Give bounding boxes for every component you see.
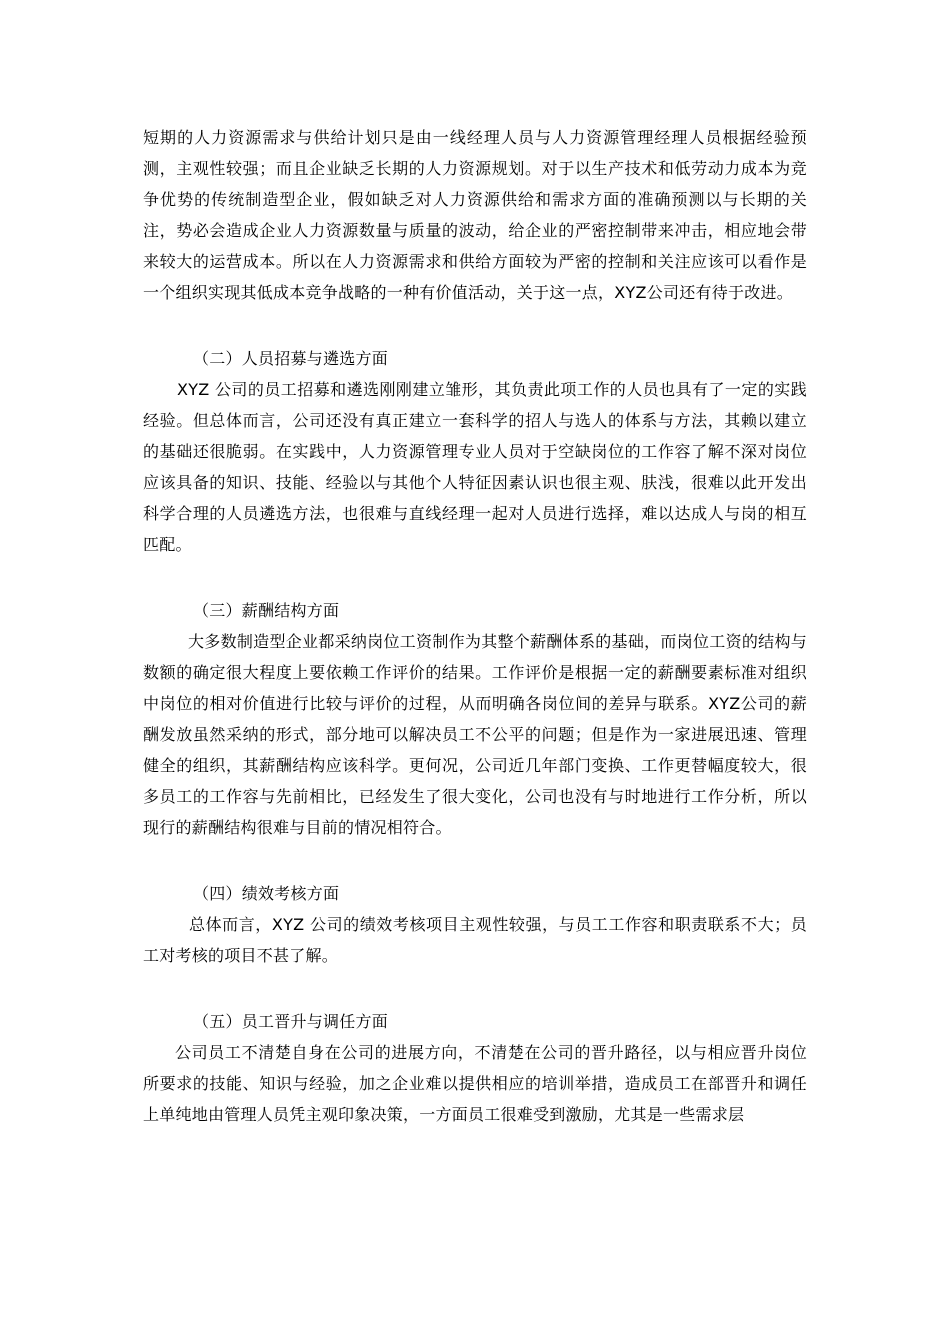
intro-paragraph: 短期的人力资源需求与供给计划只是由一线经理人员与人力资源管理经理人员根据经验预测，主观性较强；而且企业缺乏长期的人力资源规划。对于以生产技术和低劳动力成本为竞争优势的传统制造型企业，假如缺乏对人力资源供给和需求方面的准确预测以与长期的关注，势必会造成企业人力资源数量与质量的波动，给企业的严密控制带来冲击，相应地会带来较大的运营成本。所以在人力资源需求和供给方面较为严密的控制和关注应该可以看作是一个组织实现其低成本竞争战略的一种有价值活动，关于这一点，XYZ公司还有待于改进。	[143, 128, 807, 302]
section-body-recruitment: XYZ 公司的员工招募和遴选刚刚建立雏形，其负责此项工作的人员也具有了一定的实践经验。但总体而言，公司还没有真正建立一套科学的招人与选人的体系与方法，其赖以建立的基础还很脆弱。在实践中，人力资源管理专业人员对于空缺岗位的工作容了解不深对岗位应该具备的知识、技能、经验以与其他个人特征因素认识也很主观、肤浅，很难以此开发出科学合理的人员遴选方法，也很难与直线经理一起对人员进行选择，难以达成人与岗的相互匹配。	[143, 380, 807, 554]
spacer	[143, 560, 807, 595]
section-body-performance: 总体而言，XYZ 公司的绩效考核项目主观性较强，与员工工作容和职责联系不大；员工对考核的项目不甚了解。	[143, 915, 807, 965]
section-heading-promotion: （五）员工晋升与调任方面	[193, 1012, 389, 1031]
section-heading-recruitment: （二）人员招募与遴选方面	[193, 349, 389, 368]
section-heading-performance: （四）绩效考核方面	[193, 884, 340, 903]
section-heading-compensation: （三）薪酬结构方面	[193, 601, 340, 620]
section-body-promotion: 公司员工不清楚自身在公司的进展方向，不清楚在公司的晋升路径，以与相应晋升岗位所要求的技能、知识与经验，加之企业难以提供相应的培训举措，造成员工在部晋升和调任上单纯地由管理人员凭主观印象决策，一方面员工很难受到激励，尤其是一些需求层	[143, 1043, 807, 1124]
spacer	[143, 843, 807, 878]
spacer	[143, 971, 807, 1006]
section-body-compensation: 大多数制造型企业都采纳岗位工资制作为其整个薪酬体系的基础，而岗位工资的结构与数额的确定很大程度上要依赖工作评价的结果。工作评价是根据一定的薪酬要素标准对组织中岗位的相对价值进行比较与评价的过程，从而明确各岗位间的差异与联系。XYZ公司的薪酬发放虽然采纳的形式，部分地可以解决员工不公平的问题；但是作为一家进展迅速、管理健全的组织，其薪酬结构应该科学。更何况，公司近几年部门变换、工作更替幅度较大，很多员工的工作容与先前相比，已经发生了很大变化，公司也没有与时地进行工作分析，所以现行的薪酬结构很难与目前的情况相符合。	[143, 632, 807, 837]
spacer	[143, 308, 807, 343]
document-page	[143, 122, 807, 1130]
